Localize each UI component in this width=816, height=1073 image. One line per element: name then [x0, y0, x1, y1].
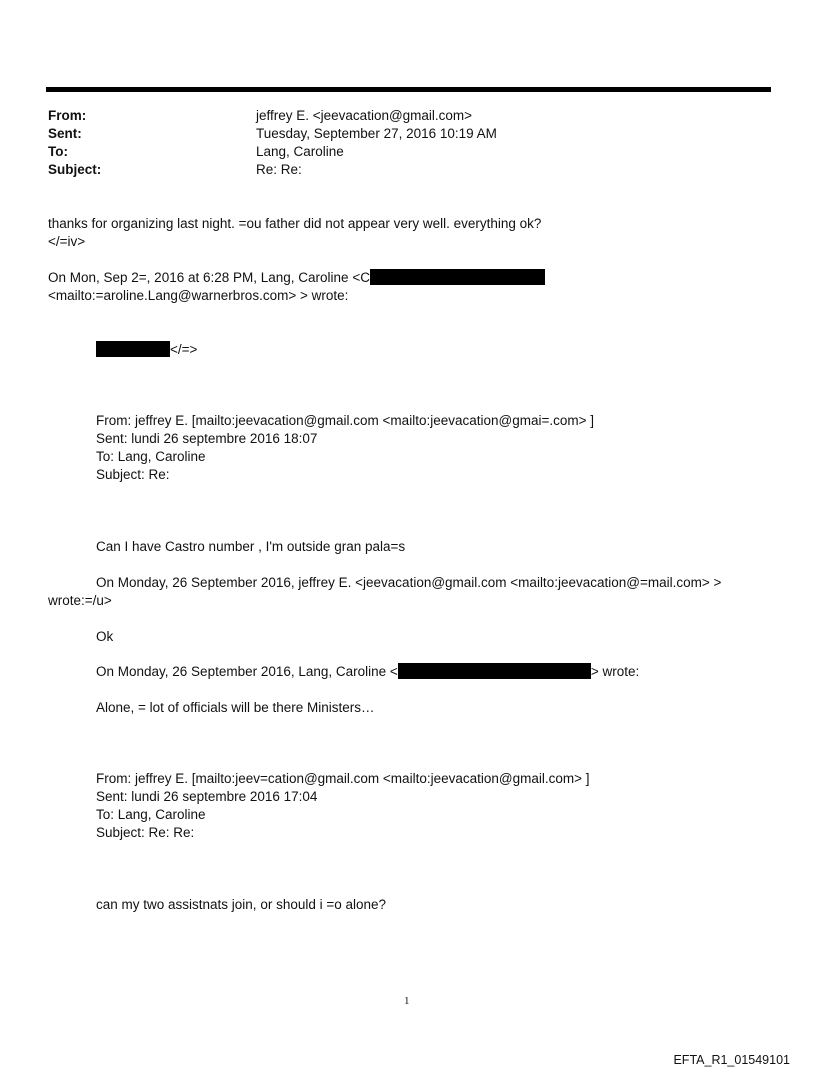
quote-header-3-text: On Monday, 26 September 2016, Lang, Caroline < — [96, 664, 398, 679]
body-line-assistants: can my two assistnats join, or should i =o alone? — [96, 897, 387, 912]
quote-header-3-wrote: > wrote: — [590, 664, 640, 679]
sent-label: Sent: — [48, 126, 82, 141]
forward-1-sent: Sent: lundi 26 septembre 2016 18:07 — [96, 431, 318, 446]
body-line-alone: Alone, = lot of officials will be there Ministers… — [96, 700, 375, 715]
forward-2-to: To: Lang, Caroline — [96, 807, 206, 822]
from-label: From: — [48, 108, 87, 123]
redaction-block — [398, 663, 591, 679]
quote-header-3 — [96, 663, 639, 681]
header-divider — [46, 87, 771, 92]
document-id: EFTA_R1_01549101 — [673, 1053, 790, 1067]
quote-header-2-wrote: wrote:=/u> — [48, 593, 112, 608]
redacted-line — [96, 341, 197, 359]
body-line-ok: Ok — [96, 629, 114, 644]
forward-2-subject: Subject: Re: Re: — [96, 825, 195, 840]
forward-2-from: From: jeffrey E. [mailto:jeev=cation@gmail.com <mailto:jeevacation@gmail.com> ] — [96, 771, 590, 786]
redacted-line-tail: </=> — [170, 342, 198, 357]
subject-label: Subject: — [48, 162, 102, 177]
to-label: To: — [48, 144, 68, 159]
forward-2-sent: Sent: lundi 26 septembre 2016 17:04 — [96, 789, 318, 804]
body-line-thanks: thanks for organizing last night. =ou father did not appear very well. everything ok? — [48, 216, 542, 231]
subject-value: Re: Re: — [256, 162, 302, 177]
body-line-castro: Can I have Castro number , I'm outside gran pala=s — [96, 539, 406, 554]
quote-header-1-text: On Mon, Sep 2=, 2016 at 6:28 PM, Lang, Caroline <C — [48, 270, 370, 285]
body-line-div-tag: </=iv> — [48, 234, 86, 249]
forward-1-from: From: jeffrey E. [mailto:jeevacation@gmail.com <mailto:jeevacation@gmai=.com> ] — [96, 413, 594, 428]
quote-header-1-mailto: <mailto:=aroline.Lang@warnerbros.com> > wrote: — [48, 288, 349, 303]
redaction-block — [370, 269, 545, 285]
page-number: 1 — [404, 995, 410, 1007]
forward-1-subject: Subject: Re: — [96, 467, 170, 482]
forward-1-to: To: Lang, Caroline — [96, 449, 206, 464]
quote-header-2: On Monday, 26 September 2016, jeffrey E. <jeevacation@gmail.com <mailto:jeevacation@=mail.com> > — [96, 575, 722, 590]
sent-value: Tuesday, September 27, 2016 10:19 AM — [256, 126, 497, 141]
quote-header-1 — [48, 269, 545, 287]
to-value: Lang, Caroline — [256, 144, 344, 159]
from-value: jeffrey E. <jeevacation@gmail.com> — [256, 108, 473, 123]
redaction-block — [96, 341, 170, 357]
